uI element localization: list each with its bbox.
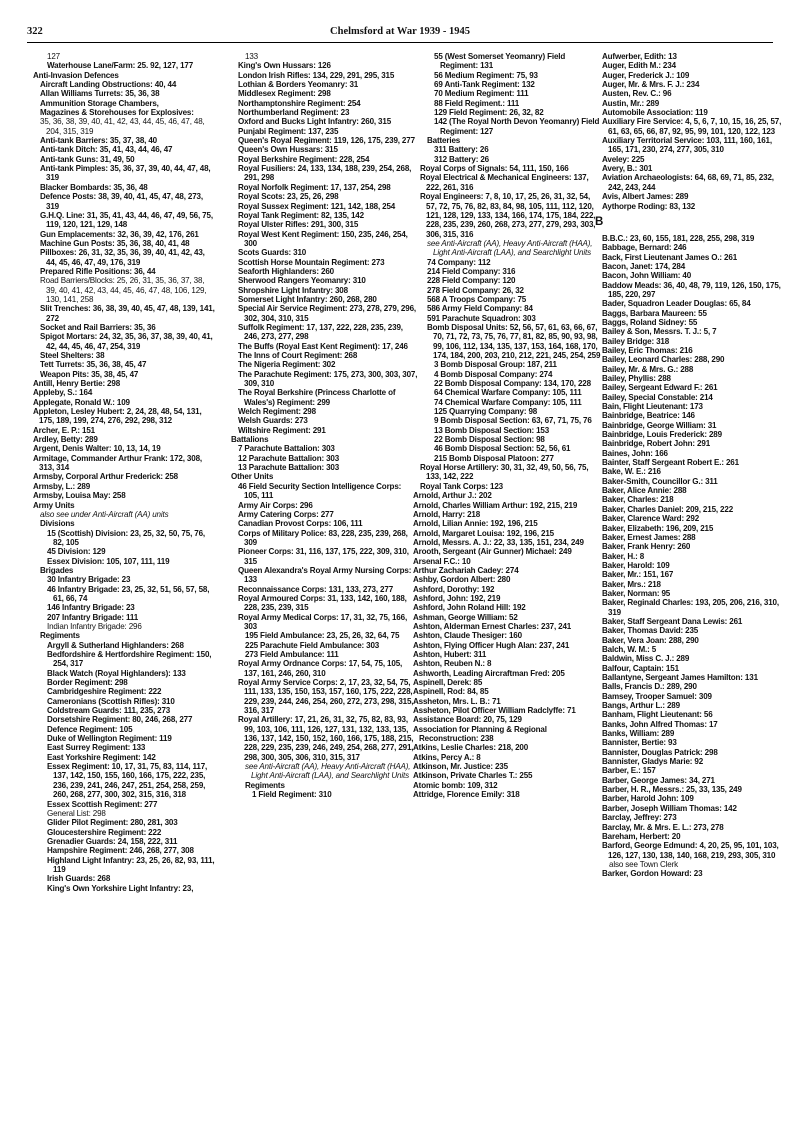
index-entry: Armitage, Commander Arthur Frank: 172, 308, 313, 314 <box>33 453 202 473</box>
index-entry: Battalions <box>231 435 269 445</box>
index-entry: Aveley: 225 <box>602 154 645 164</box>
index-entry: 12 Parachute Battalion: 303 <box>238 453 340 463</box>
index-entry: Spigot Mortars: 24, 32, 35, 36, 37, 38, 39, 40, 41, 42, 44, 45, 46, 47, 254, 319 <box>40 332 213 351</box>
index-entry: 129 Field Regiment: 26, 32, 82 <box>434 108 544 118</box>
index-entry: Royal Army Medical Corps: 17, 31, 32, 75, 166, 303 <box>238 612 408 631</box>
index-entry: Brigades <box>40 565 74 575</box>
index-entry: Avery, B.: 301 <box>602 164 653 174</box>
index-entry: 312 Battery: 26 <box>434 154 490 164</box>
index-entry: Baines, John: 166 <box>602 448 668 458</box>
index-entry: Army Air Corps: 296 <box>238 500 313 510</box>
index-entry: The Royal Berkshire (Princess Charlotte of Wales's) Regiment: 299 <box>238 388 396 407</box>
index-entry: Indian Infantry Brigade: 296 <box>47 621 142 631</box>
index-entry: East Yorkshire Regiment: 142 <box>47 752 156 762</box>
index-entry: London Irish Rifles: 134, 229, 291, 295, 315 <box>238 70 395 80</box>
index-entry: Road Barriers/Blocks: 25, 26, 31, 35, 36, 37, 38, 39, 40, 41, 42, 43, 44, 45, 46, 47, 48, 106, 129, 130, 141, 258 <box>40 276 207 304</box>
index-entry: Queen's Royal Regiment: 119, 126, 175, 239, 277 <box>238 136 415 146</box>
index-entry: Royal Horse Artillery: 30, 31, 32, 49, 50, 56, 75, 133, 142, 222 <box>420 463 589 482</box>
index-entry: Cameronians (Scottish Rifles): 310 <box>47 696 175 706</box>
index-entry: Ashton, Flying Officer Hugh Alan: 237, 241 <box>413 640 570 650</box>
index-entry: Baker, Mrs.: 218 <box>602 579 661 589</box>
index-entry: Arthur Zachariah Cadey: 274 <box>413 565 519 575</box>
index-entry: 46 Field Security Section Intelligence Corps: 105, 111 <box>238 481 402 501</box>
index-entry: King's Own Yorkshire Light Infantry: 23, <box>47 883 194 893</box>
index-entry: Baker, Clarence Ward: 292 <box>602 514 700 524</box>
index-entry: Armsby, Corporal Arthur Frederick: 258 <box>33 472 178 482</box>
index-entry: Bader, Squadron Leader Douglas: 65, 84 <box>602 299 751 309</box>
index-entry: Ashford, Dorothy: 192 <box>413 584 495 594</box>
index-entry: 133 <box>245 52 258 61</box>
index-column-3 <box>413 52 602 800</box>
index-entry: Bainbridge, Beatrice: 146 <box>602 411 695 421</box>
index-entry: Arnold, Messrs. A. J.: 22, 33, 135, 151, 234, 249 <box>413 537 584 547</box>
index-entry: Bake, W. E.: 216 <box>602 467 661 477</box>
index-entry: 46 Infantry Brigade: 23, 25, 32, 51, 56, 57, 58, 61, 66, 74 <box>47 584 210 603</box>
index-entry: Aviation Archaeologists: 64, 68, 69, 71, 85, 232, 242, 243, 244 <box>602 173 774 192</box>
index-entry: Baker, Charles Daniel: 209, 215, 222 <box>602 504 734 514</box>
index-entry: Gloucestershire Regiment: 222 <box>47 827 162 837</box>
index-entry: Northamptonshire Regiment: 254 <box>238 98 361 108</box>
index-entry: Auger, Mr. & Mrs. F. J.: 234 <box>602 80 700 90</box>
index-entry: 146 Infantry Brigade: 23 <box>47 603 135 613</box>
index-entry: Scots Guards: 310 <box>238 248 307 258</box>
index-entry: Barber, H. R., Messrs.: 25, 33, 135, 249 <box>602 785 742 795</box>
index-entry: Anti-tank Pimples: 35, 36, 37, 39, 40, 44, 47, 48, 319 <box>40 164 211 183</box>
index-entry: Seaforth Highlanders: 260 <box>238 266 334 276</box>
index-entry: 56 Medium Regiment: 75, 93 <box>434 70 538 80</box>
index-entry: Black Watch (Royal Highlanders): 133 <box>47 668 186 678</box>
index-entry: Aspinell, Rod: 84, 85 <box>413 687 489 697</box>
index-entry: Royal Electrical & Mechanical Engineers: 137, 222, 261, 316 <box>420 173 589 192</box>
index-entry: 13 Bomb Disposal Section: 153 <box>434 425 550 435</box>
index-entry: Atkinson, Mr. Justice: 235 <box>413 762 508 772</box>
index-entry: Bailey, Eric Thomas: 216 <box>602 345 693 355</box>
index-entry: Baker, Thomas David: 235 <box>602 626 699 636</box>
index-entry: also see under Anti-Aircraft (AA) units <box>40 509 169 519</box>
index-entry: Appleby, S.: 164 <box>33 388 93 398</box>
index-entry: Royal Army Ordnance Corps: 17, 54, 75, 105, 137, 161, 246, 260, 310 <box>238 659 403 678</box>
index-entry: Aspinell, Derek: 85 <box>413 678 483 688</box>
index-entry: 125 Quarrying Company: 98 <box>434 407 538 417</box>
index-entry: Royal Engineers: 7, 8, 10, 17, 25, 26, 31, 32, 54, 57, 72, 75, 76, 82, 83, 84, 98, 105, 111, 112, 120, 121, 128, 129, 133, 134, 166, 174, 175, 184, 222, 228, 235, 239, 260, 268, 273, 277, 279, 293, 303, 306, 315, 316 <box>420 192 596 239</box>
index-entry: Arnold, Charles William Arthur: 192, 215, 219 <box>413 500 578 510</box>
index-column-2 <box>231 52 418 800</box>
index-entry: Balfour, Captain: 151 <box>602 663 679 673</box>
index-entry: 1 Field Regiment: 310 <box>252 790 332 800</box>
index-entry: Pillboxes: 26, 31, 32, 35, 36, 39, 40, 41, 42, 43, 44, 45, 46, 47, 49, 176, 319 <box>40 248 205 267</box>
index-entry: Magazines & Storehouses for Explosives: <box>40 108 194 118</box>
index-entry: Socket and Rail Barriers: 35, 36 <box>40 322 156 332</box>
index-entry: Ammunition Storage Chambers, <box>40 98 159 108</box>
index-entry: Ashman, George William: 52 <box>413 612 518 622</box>
index-entry: Royal Sussex Regiment: 121, 142, 188, 254 <box>238 201 396 211</box>
index-entry: Bangs, Arthur L.: 289 <box>602 701 680 711</box>
index-entry: 3 Bomb Disposal Group: 187, 211 <box>434 360 557 370</box>
index-entry: Queen Alexandra's Royal Army Nursing Corps: 133 <box>238 565 412 585</box>
index-entry: Baker, Staff Sergeant Dana Lewis: 261 <box>602 616 743 626</box>
index-entry: Ashworth, Leading Aircraftman Fred: 205 <box>413 668 565 678</box>
index-entry: Essex Scottish Regiment: 277 <box>47 799 158 809</box>
index-entry: Essex Regiment: 10, 17, 31, 75, 83, 114, 117, 137, 142, 150, 155, 160, 166, 175, 222, 235, 236, 239, 241, 246, 247, 251, 254, 258, 259, 260, 268, 277, 300, 302, 315, 316, 318 <box>47 762 208 800</box>
index-entry: Armsby, L.: 289 <box>33 481 91 491</box>
index-entry: Sherwood Rangers Yeomanry: 310 <box>238 276 366 286</box>
index-entry: 70 Medium Regiment: 111 <box>434 89 529 99</box>
index-entry: Waterhouse Lane/Farm: 25. 92, 127, 177 <box>47 61 194 71</box>
index-entry: Antill, Henry Bertie: 298 <box>33 379 121 389</box>
index-entry: Auxiliary Fire Service: 4, 5, 6, 7, 10, 15, 16, 25, 57, 61, 63, 65, 66, 87, 92, 95, 99, 101, 120, 122, 123 <box>602 117 782 136</box>
page-header <box>27 26 773 42</box>
index-entry: 586 Army Field Company: 84 <box>427 304 533 314</box>
index-entry: Regiments <box>40 631 80 641</box>
index-entry: B.B.C.: 23, 60, 155, 181, 228, 255, 298, 319 <box>602 233 755 243</box>
index-entry: Baggs, Roland Sidney: 55 <box>602 317 698 327</box>
index-entry: Batteries <box>427 136 461 146</box>
index-entry: Glider Pilot Regiment: 280, 281, 303 <box>47 818 178 828</box>
index-entry: Irish Guards: 268 <box>47 874 111 884</box>
index-entry: Baker, Mr.: 151, 167 <box>602 570 674 580</box>
index-entry: Bomb Disposal Units: 52, 56, 57, 61, 63, 66, 67, 70, 71, 72, 73, 75, 76, 77, 81, 82, 85, 90, 93, 98, 99, 106, 112, 134, 135, 137, 153, 164, 168, 170, 174, 184, 200, 203, 210, 212, 221, 245, 254, 259 <box>427 322 601 360</box>
index-entry: Army Catering Corps: 277 <box>238 509 334 519</box>
index-entry: Baker, Norman: 95 <box>602 588 671 598</box>
index-entry: Army Units <box>33 500 75 510</box>
index-entry: Austen, Rev. C.: 96 <box>602 89 672 99</box>
index-entry: 127 <box>47 52 60 61</box>
index-entry: 207 Infantry Brigade: 111 <box>47 612 139 622</box>
index-entry: General List: 298 <box>47 808 106 818</box>
index-entry: 46 Bomb Disposal Section: 52, 56, 61 <box>434 444 571 454</box>
index-entry: Royal Armoured Corps: 31, 133, 142, 160, 188, 228, 235, 239, 315 <box>238 593 407 613</box>
index-entry: King's Own Hussars: 126 <box>238 61 331 71</box>
index-entry: Baker, Harold: 109 <box>602 560 670 570</box>
index-entry: Barber, George James: 34, 271 <box>602 775 715 785</box>
index-entry: Bacon, Janet: 174, 284 <box>602 261 686 271</box>
index-entry: Divisions <box>40 519 75 529</box>
index-entry: Barclay, Mr. & Mrs. E. L.: 273, 278 <box>602 822 724 832</box>
index-entry: Bacon, John William: 40 <box>602 271 692 281</box>
index-entry: Arnold, Lilian Annie: 192, 196, 215 <box>413 519 538 529</box>
index-entry: Royal Artillery: 17, 21, 26, 31, 32, 75, 82, 83, 93, 99, 103, 106, 111, 126, 127, 131, 132, 133, 135, 136, 137, 142, 150, 152, 160, 166, 175, 188, 215, 228, 229, 235, 239, 246, 249, 254, 268, 277, 291, 298, 300, 305, 306, 310, 315, 317 <box>238 715 414 762</box>
index-entry: The Buffs (Royal East Kent Regiment): 17, 246 <box>238 341 408 351</box>
index-entry: 215 Bomb Disposal Platoon: 277 <box>434 453 554 463</box>
index-entry: Ashton, Hubert: 311 <box>413 650 487 659</box>
index-entry: Archer, E. P.: 151 <box>33 425 96 435</box>
index-entry: Prepared Rifle Positions: 36, 44 <box>40 266 156 276</box>
index-entry: Duke of Wellington Regiment: 119 <box>47 734 172 744</box>
index-entry: also see Town Clerk <box>609 859 679 869</box>
index-entry: Royal Tank Corps: 123 <box>420 481 504 491</box>
index-entry: Argent, Denis Walter: 10, 13, 14, 19 <box>33 444 161 454</box>
index-entry: Royal Berkshire Regiment: 228, 254 <box>238 154 370 164</box>
index-entry: Assistance Board: 20, 75, 129 <box>413 715 522 725</box>
index-entry: Regiments <box>245 780 285 790</box>
index-entry: Argyll & Sutherland Highlanders: 268 <box>47 640 184 650</box>
index-entry: Arnold, Arthur J.: 202 <box>413 491 492 501</box>
index-entry: Association for Planning & Regional Reconstruction: 238 <box>413 724 547 744</box>
index-entry: Back, First Lieutenant James O.: 261 <box>602 252 738 262</box>
index-entry: Ashford, John Roland Hill: 192 <box>413 603 526 613</box>
index-entry: Bedfordshire & Hertfordshire Regiment: 150, 254, 317 <box>47 650 212 669</box>
index-entry: Ardley, Betty: 289 <box>33 435 98 445</box>
index-entry: Arooth, Sergeant (Air Gunner) Michael: 249 <box>413 547 572 557</box>
index-entry: 45 Division: 129 <box>47 547 106 557</box>
index-entry: Arnold, Harry: 218 <box>413 509 481 519</box>
index-entry: Royal West Kent Regiment: 150, 235, 246, 254, 300 <box>238 229 408 248</box>
index-entry: Baddow Meads: 36, 40, 48, 79, 119, 126, 150, 175, 185, 220, 297 <box>602 280 781 299</box>
index-entry: Punjabi Regiment: 137, 235 <box>238 126 339 136</box>
index-entry: Welch Regiment: 298 <box>238 407 316 417</box>
index-entry: 74 Chemical Warfare Company: 105, 111 <box>434 397 582 407</box>
index-entry: 64 Chemical Warfare Company: 105, 111 <box>434 388 582 398</box>
index-entry: Bareham, Herbert: 20 <box>602 831 681 841</box>
index-entry: Armsby, Louisa May: 258 <box>33 491 126 501</box>
index-entry: Northumberland Regiment: 23 <box>238 108 350 118</box>
index-entry: 35, 36, 38, 39, 40, 41, 42, 43, 44, 45, 46, 47, 48, 204, 315, 319 <box>40 117 205 136</box>
index-entry: Ashton, Alderman Ernest Charles: 237, 241 <box>413 621 572 631</box>
index-entry: Bailey, Phyllis: 288 <box>602 374 671 383</box>
index-entry: 273 Field Ambulance: 111 <box>245 650 339 659</box>
index-entry: 55 (West Somerset Yeomanry) Field Regiment: 131 <box>434 52 566 71</box>
index-entry: Wiltshire Regiment: 291 <box>238 425 326 435</box>
index-entry: Welsh Guards: 273 <box>238 416 308 426</box>
index-entry: Banks, William: 289 <box>602 729 675 739</box>
index-entry: Queen's Own Hussars: 315 <box>238 145 338 155</box>
index-entry: see Anti-Aircraft (AA), Heavy Anti-Aircraft (HAA), Light Anti-Aircraft (LAA), and Searchlight Units <box>245 762 411 781</box>
index-entry: Arnold, Margaret Louisa: 192, 196, 215 <box>413 528 554 538</box>
index-entry: 4 Bomb Disposal Company: 274 <box>434 369 553 379</box>
index-entry: Bailey Bridge: 318 <box>602 336 670 346</box>
index-entry: Royal Fusiliers: 24, 133, 134, 188, 239, 254, 268, 291, 298 <box>238 164 412 183</box>
index-entry: Bailey & Son, Messrs. T. J.: 5, 7 <box>602 327 717 337</box>
index-entry: Ashton, Reuben N.: 8 <box>413 659 492 669</box>
index-entry: Slit Trenches: 36, 38, 39, 40, 45, 47, 48, 139, 141, 272 <box>40 304 215 323</box>
index-entry: Barber, Harold John: 109 <box>602 794 694 804</box>
index-entry: Balch, W. M.: 5 <box>602 644 657 654</box>
index-column-4 <box>595 52 782 879</box>
index-entry: Weapon Pits: 35, 38, 45, 47 <box>40 369 139 379</box>
index-entry: G.H.Q. Line: 31, 35, 41, 43, 44, 46, 47, 49, 56, 75, 119, 120, 121, 129, 148 <box>40 210 213 230</box>
section-letter: B <box>595 215 604 228</box>
index-entry: Ballantyne, Sergeant James Hamilton: 131 <box>602 673 758 682</box>
index-entry: Bainter, Staff Sergeant Robert E.: 261 <box>602 458 739 468</box>
index-entry: Suffolk Regiment: 17, 137, 222, 228, 235, 239, 246, 273, 277, 298 <box>238 322 403 342</box>
index-entry: Anti-tank Barriers: 35, 37, 38, 40 <box>40 136 158 146</box>
index-entry: Austin, Mr.: 289 <box>602 98 660 108</box>
index-entry: Barber, Joseph William Thomas: 142 <box>602 803 737 813</box>
index-entry: Baggs, Barbara Maureen: 55 <box>602 308 707 318</box>
index-entry: Shropshire Light Infantry: 308 <box>238 285 348 295</box>
index-entry: 15 (Scottish) Division: 23, 25, 32, 50, 75, 76, 82, 105 <box>47 528 205 547</box>
index-entry: Grenadier Guards: 24, 158, 222, 311 <box>47 836 178 846</box>
index-entry: 214 Field Company: 316 <box>427 266 516 276</box>
index-entry: The Inns of Court Regiment: 268 <box>238 351 358 360</box>
index-entry: The Parachute Regiment: 175, 273, 300, 303, 307, 309, 310 <box>238 369 418 389</box>
index-entry: Blacker Bombards: 35, 36, 48 <box>40 182 148 192</box>
index-entry: Cambridgeshire Regiment: 222 <box>47 687 162 697</box>
index-entry: Steel Shelters: 38 <box>40 351 105 360</box>
index-entry: Tett Turrets: 35, 36, 38, 45, 47 <box>40 360 147 370</box>
index-entry: Banks, John Alfred Thomas: 17 <box>602 719 718 729</box>
index-entry: Special Air Service Regiment: 273, 278, 279, 296, 302, 304, 310, 315 <box>238 304 416 323</box>
index-entry: Gun Emplacements: 32, 36, 39, 42, 176, 261 <box>40 229 199 239</box>
index-entry: Baldwin, Miss C. J.: 289 <box>602 654 690 664</box>
index-entry: 278 Field Company: 26, 32 <box>427 285 524 295</box>
index-entry: Baker, Vera Joan: 288, 290 <box>602 635 699 645</box>
index-entry: Barker, Gordon Howard: 23 <box>602 869 703 879</box>
index-entry: Other Units <box>231 472 274 482</box>
index-entry: Barford, George Edmund: 4, 20, 25, 95, 101, 103, 126, 127, 130, 138, 140, 168, 219, 293, 305, 310 <box>602 841 779 860</box>
index-entry: Baker, Frank Henry: 260 <box>602 542 691 552</box>
running-title: Chelmsford at War 1939 - 1945 <box>330 26 470 37</box>
index-entry: 142 (The Royal North Devon Yeomanry) Field Regiment: 127 <box>434 117 600 136</box>
index-entry: Pioneer Corps: 31, 116, 137, 175, 222, 309, 310, 315 <box>238 547 409 566</box>
index-columns <box>26 52 782 1122</box>
index-entry: Bainbridge, George William: 31 <box>602 420 717 430</box>
index-entry: Royal Norfolk Regiment: 17, 137, 254, 298 <box>238 182 391 192</box>
index-entry: Reconnaissance Corps: 131, 133, 273, 277 <box>238 584 394 594</box>
index-entry: Anti-tank Guns: 31, 49, 50 <box>40 154 135 164</box>
index-entry: Oxford and Bucks Light Infantry: 260, 315 <box>238 117 392 127</box>
index-entry: Defence Posts: 38, 39, 40, 41, 45, 47, 48, 273, 319 <box>40 192 203 211</box>
index-entry: Ashford, John: 192, 219 <box>413 593 501 603</box>
index-entry: Auxiliary Territorial Service: 103, 111, 160, 161, 165, 171, 230, 274, 277, 305, 310 <box>602 136 772 155</box>
index-entry: Attridge, Florence Emily: 318 <box>413 790 520 800</box>
index-entry: Atkins, Percy A.: 8 <box>413 752 481 762</box>
index-entry: Essex Division: 105, 107, 111, 119 <box>47 556 170 566</box>
index-entry: Baker, Reginald Charles: 193, 205, 206, 216, 310, 319 <box>602 598 779 617</box>
index-entry: Middlesex Regiment: 298 <box>238 89 331 99</box>
index-entry: 88 Field Regiment.: 111 <box>434 98 520 108</box>
index-entry: 568 A Troops Company: 75 <box>427 294 527 304</box>
index-entry: Auger, Edith M.: 234 <box>602 61 676 71</box>
index-entry: Machine Gun Posts: 35, 36, 38, 40, 41, 48 <box>40 238 190 248</box>
index-entry: Anti-Invasion Defences <box>33 70 119 80</box>
index-entry: Allan Williams Turrets: 35, 36, 38 <box>40 89 160 99</box>
index-entry: Royal Ulster Rifles: 291, 300, 315 <box>238 220 359 230</box>
index-entry: Barber, E.: 157 <box>602 766 656 776</box>
index-entry: Canadian Provost Corps: 106, 111 <box>238 519 363 529</box>
index-entry: Royal Scots: 23, 25, 26, 298 <box>238 192 339 202</box>
index-entry: Bailey, Special Constable: 214 <box>602 392 713 402</box>
index-entry: Coldstream Guards: 111, 235, 273 <box>47 706 171 716</box>
index-entry: Babbage, Bernard: 246 <box>602 243 687 253</box>
index-entry: Bailey, Sergeant Edward F.: 261 <box>602 383 718 393</box>
index-entry: 22 Bomb Disposal Section: 98 <box>434 435 545 445</box>
index-entry: Somerset Light Infantry: 260, 268, 280 <box>238 294 377 304</box>
index-entry: Baker, Alice Annie: 288 <box>602 486 687 496</box>
index-entry: East Surrey Regiment: 133 <box>47 743 146 753</box>
index-entry: 591 Parachute Squadron: 303 <box>427 313 536 323</box>
index-entry: 13 Parachute Battalion: 303 <box>238 463 340 473</box>
index-entry: Bain, Flight Lieutenant: 173 <box>602 402 703 412</box>
index-entry: 7 Parachute Battalion: 303 <box>238 444 335 454</box>
index-entry: Appleton, Lesley Hubert: 2, 24, 28, 48, 54, 131, 175, 189, 199, 274, 276, 292, 298, 312 <box>33 407 202 426</box>
index-entry: Aircraft Landing Obstructions: 40, 44 <box>40 80 177 90</box>
index-entry: Assheton, Pilot Officer William Radclyffe: 71 <box>413 706 576 716</box>
index-entry: Balls, Francis D.: 289, 290 <box>602 682 697 692</box>
index-entry: Banham, Flight Lieutenant: 56 <box>602 710 713 720</box>
index-entry: Royal Army Service Corps: 2, 17, 23, 32, 54, 75, 111, 133, 135, 150, 153, 157, 160, 175, 222, 228, 229, 239, 244, 246, 254, 260, 272, 273, 298, 315, 316, 317 <box>238 678 414 716</box>
index-entry: Royal Corps of Signals: 54, 111, 150, 166 <box>420 164 569 174</box>
index-entry: Highland Light Infantry: 23, 25, 26, 82, 93, 111, 119 <box>47 855 215 874</box>
index-entry: Atkinson, Private Charles T.: 255 <box>413 771 533 781</box>
index-entry: 69 Anti-Tank Regiment: 132 <box>434 80 535 90</box>
index-entry: Applegate, Ronald W.: 109 <box>33 397 130 407</box>
index-entry: Defence Regiment: 105 <box>47 724 133 734</box>
index-entry: Atkins, Leslie Charles: 218, 200 <box>413 743 529 753</box>
index-entry: Scottish Horse Mountain Regiment: 273 <box>238 257 385 267</box>
index-entry: Baker, Charles: 218 <box>602 495 674 505</box>
index-entry: The Nigeria Regiment: 302 <box>238 360 336 370</box>
index-column-1 <box>26 52 216 893</box>
index-entry: Bainbridge, Robert John: 291 <box>602 439 711 449</box>
index-entry: Automobile Association: 119 <box>602 108 708 118</box>
index-entry: Bailey, Leonard Charles: 288, 290 <box>602 355 725 365</box>
index-entry: Barclay, Jeffrey: 273 <box>602 813 677 823</box>
index-entry: Bamsey, Trooper Samuel: 309 <box>602 691 712 701</box>
index-entry: 311 Battery: 26 <box>434 145 489 155</box>
index-entry: Bannister, Bertie: 93 <box>602 738 677 748</box>
index-entry: Lothian & Borders Yeomanry: 31 <box>238 80 359 90</box>
index-entry: 74 Company: 112 <box>427 257 491 267</box>
index-entry: Corps of Military Police: 83, 228, 235, 239, 268, 309 <box>238 528 408 547</box>
index-entry: 225 Parachute Field Ambulance: 303 <box>245 640 380 650</box>
index-entry: Anti-tank Ditch: 35, 41, 43, 44, 46, 47 <box>40 145 173 155</box>
index-entry: Baker, Ernest James: 288 <box>602 532 696 542</box>
index-entry: Bailey, Mr. & Mrs. G.: 288 <box>602 364 694 374</box>
page-number: 322 <box>27 26 43 37</box>
index-entry: 9 Bomb Disposal Section: 63, 67, 71, 75, 76 <box>434 416 592 426</box>
index-entry: Ashton, Claude Thesiger: 160 <box>413 631 522 641</box>
index-entry: Aythorpe Roding: 83, 132 <box>602 201 696 211</box>
index-entry: Baker, Elizabeth: 196, 209, 215 <box>602 523 714 533</box>
index-entry: Bannister, Gladys Marie: 92 <box>602 757 704 767</box>
index-entry: Bannister, Douglas Patrick: 298 <box>602 747 718 757</box>
index-entry: Border Regiment: 298 <box>47 678 128 688</box>
index-entry: Arsenal F.C.: 10 <box>413 556 471 566</box>
index-entry: Ashby, Gordon Albert: 280 <box>413 575 511 585</box>
header-rule <box>27 42 773 43</box>
index-entry: Baker-Smith, Councillor G.: 311 <box>602 476 718 486</box>
index-entry: Atomic bomb: 109, 312 <box>413 780 498 790</box>
index-entry: Assheton, Mrs. L. B.: 71 <box>413 696 501 706</box>
index-entry: Avis, Albert James: 289 <box>602 192 689 202</box>
index-entry: Bainbridge, Louis Frederick: 289 <box>602 430 722 440</box>
index-entry: 228 Field Company: 120 <box>427 276 516 286</box>
index-entry: 195 Field Ambulance: 23, 25, 26, 32, 64, 75 <box>245 631 400 641</box>
index-entry: Hampshire Regiment: 246, 268, 277, 308 <box>47 846 194 856</box>
index-entry: Aufwerber, Edith: 13 <box>602 52 677 61</box>
index-entry: 22 Bomb Disposal Company: 134, 170, 228 <box>434 379 591 389</box>
index-entry: Auger, Frederick J.: 109 <box>602 70 690 80</box>
index-entry: Dorsetshire Regiment: 80, 246, 268, 277 <box>47 715 193 725</box>
index-entry: 30 Infantry Brigade: 23 <box>47 575 131 585</box>
index-entry: see Anti-Aircraft (AA), Heavy Anti-Aircraft (HAA), Light Anti-Aircraft (LAA), and Searchlight Units <box>427 238 593 258</box>
index-entry: Royal Tank Regiment: 82, 135, 142 <box>238 210 364 220</box>
index-entry: Baker, H.: 8 <box>602 551 645 561</box>
